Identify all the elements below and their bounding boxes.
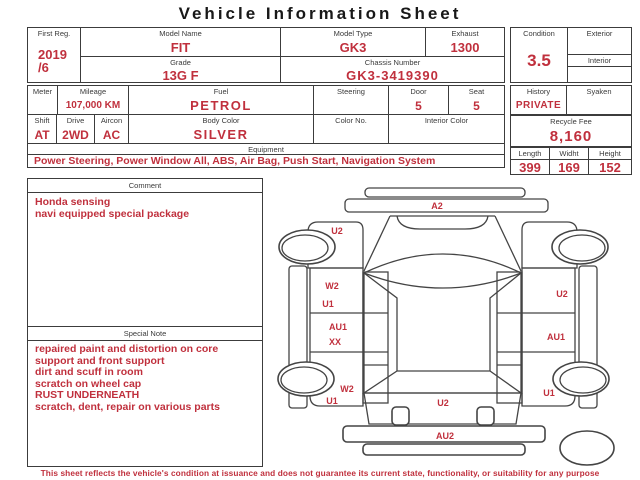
right-window-dividers: [497, 313, 522, 365]
grade-label: Grade: [170, 58, 191, 67]
shift-label: Shift: [34, 116, 50, 126]
steering-cell: [314, 86, 389, 114]
special-note-body: [28, 341, 262, 466]
right-window-strip: [497, 272, 522, 403]
steering-label: Steering: [337, 87, 365, 96]
comment-special-note-box: [27, 178, 263, 467]
chassis-cell: [281, 57, 504, 83]
condition-box: [510, 27, 632, 83]
width-cell: [550, 148, 589, 174]
length-value: 399: [519, 160, 541, 175]
dimensions-box: [510, 147, 632, 175]
history-cell: [511, 86, 567, 114]
meter-cell: [28, 86, 58, 114]
door-value: 5: [415, 98, 422, 113]
body-color-value: SILVER: [193, 127, 249, 143]
right-taillight-notch: [477, 407, 494, 425]
interior-color-cell: [389, 115, 504, 143]
drive-label: Drive: [66, 116, 85, 126]
aircon-value: AC: [102, 127, 121, 142]
mid-info-table: [27, 85, 505, 168]
meter-value-empty: [28, 97, 57, 114]
model-name-label: Model Name: [159, 29, 202, 38]
first-reg-year: 2019: [38, 47, 67, 62]
seat-value: 5: [473, 98, 480, 113]
shift-cell: [28, 115, 57, 143]
comment-line: Honda sensing: [35, 196, 111, 208]
left-taillight-notch: [392, 407, 409, 425]
damage-code-label: U1: [543, 388, 555, 398]
damage-code-label: XX: [328, 337, 342, 347]
body-color-cell: [129, 115, 314, 143]
aircon-label: Aircon: [100, 116, 123, 126]
meter-label: Meter: [32, 87, 53, 96]
mileage-cell: [58, 86, 129, 114]
special-note-line: scratch on wheel cap: [35, 377, 142, 390]
damage-code-label: U2: [437, 398, 449, 408]
comment-line: navi equipped special package: [35, 208, 190, 220]
exhaust-value: 1300: [450, 40, 480, 55]
drive-value: 2WD: [62, 127, 89, 142]
damage-code-label: AU1: [546, 332, 566, 342]
special-note-line: dirt and scuff in room: [35, 366, 143, 378]
model-name-cell: [81, 28, 281, 57]
fuel-value: PETROL: [190, 98, 252, 114]
top-info-table: [27, 27, 505, 83]
special-note-line: scratch, dent, repair on various parts: [35, 400, 220, 413]
model-type-cell: [281, 28, 426, 56]
width-value: 169: [558, 160, 580, 175]
interior-color-value-empty: [389, 126, 504, 143]
shift-value: AT: [34, 127, 50, 142]
drive-cell: [57, 115, 95, 143]
exterior-value-empty: [568, 39, 631, 55]
width-label: Widht: [550, 148, 588, 160]
mileage-value: 107,000 KM: [65, 100, 121, 112]
door-label: Door: [410, 87, 427, 96]
first-reg-month: /6: [38, 60, 49, 75]
page-title: Vehicle Information Sheet: [178, 4, 462, 23]
syaken-cell: [567, 86, 631, 114]
color-no-value-empty: [314, 126, 388, 143]
history-label: History: [526, 87, 551, 96]
damage-code-label: AU2: [435, 431, 455, 441]
seat-label: Seat: [468, 87, 485, 96]
damage-code-label: U1: [326, 396, 338, 406]
model-type-label: Model Type: [333, 29, 373, 38]
first-reg-label: First Reg.: [37, 29, 71, 38]
recycle-fee-value: 8,160: [549, 128, 593, 145]
first-reg-cell: [28, 28, 81, 83]
condition-value: 3.5: [527, 50, 551, 70]
door-cell: [389, 86, 449, 114]
damage-code-label: U2: [331, 226, 343, 236]
color-no-cell: [314, 115, 389, 143]
special-note-header: Special Note: [28, 326, 262, 341]
left-window-dividers: [363, 313, 388, 365]
damage-code-label: AU1: [328, 322, 348, 332]
condition-cell: [511, 28, 568, 82]
comment-body: [28, 193, 262, 326]
model-type-value: GK3: [339, 40, 367, 55]
aircon-cell: [95, 115, 129, 143]
body-color-label: Body Color: [202, 116, 240, 126]
damage-code-label: W2: [325, 281, 339, 291]
recycle-fee-label: Recycle Fee: [550, 117, 592, 126]
front-bumper-lip: [365, 188, 525, 197]
condition-label: Condition: [523, 29, 555, 38]
chassis-label: Chassis Number: [364, 58, 421, 67]
height-label: Height: [589, 148, 631, 160]
height-cell: [589, 148, 631, 174]
comment-header: Comment: [28, 179, 262, 193]
length-cell: [511, 148, 550, 174]
interior-label: Interior: [568, 55, 631, 67]
height-value: 152: [599, 160, 621, 175]
rear-bumper-lip: [363, 444, 525, 455]
equipment-value: Power Steering, Power Window All, ABS, Air Bag, Push Start, Navigation System: [34, 155, 436, 167]
exhaust-label: Exhaust: [451, 29, 479, 38]
length-label: Length: [511, 148, 549, 160]
cowl-line: [397, 216, 488, 229]
grade-cell: [81, 57, 281, 83]
front-bumper: [345, 199, 548, 212]
grade-value: 13G F: [162, 68, 199, 83]
model-name-value: FIT: [170, 40, 191, 55]
type-exhaust-cell: [281, 28, 504, 57]
interior-color-label: Interior Color: [424, 116, 469, 126]
recycle-fee-box: [510, 115, 632, 147]
interior-value-empty: [568, 67, 631, 82]
steering-value-empty: [314, 97, 388, 114]
chassis-value: GK3-3419390: [346, 68, 439, 83]
fuel-cell: [129, 86, 314, 114]
left-window-strip: [363, 272, 388, 403]
color-no-label: Color No.: [335, 116, 367, 126]
syaken-label: Syaken: [586, 87, 612, 96]
syaken-value-empty: [567, 97, 631, 114]
exterior-interior-cell: [568, 28, 631, 82]
equipment-label: Equipment: [28, 143, 504, 155]
exterior-label: Exterior: [586, 29, 613, 38]
history-value: PRIVATE: [515, 100, 562, 111]
special-note-line: RUST UNDERNEATH: [35, 389, 140, 401]
damage-code-label: U1: [322, 299, 334, 309]
special-note-line: repaired paint and distortion on core: [35, 343, 219, 355]
history-box: [510, 85, 632, 115]
special-note-line: support and front support: [35, 354, 165, 367]
car-damage-diagram: [268, 183, 640, 471]
seat-cell: [449, 86, 504, 114]
spare-tire: [560, 431, 614, 465]
damage-code-label: U2: [556, 289, 568, 299]
mileage-label: Mileage: [79, 87, 107, 96]
fuel-label: Fuel: [213, 87, 229, 96]
exhaust-cell: [426, 28, 504, 56]
disclaimer-text: This sheet reflects the vehicle's condition at issuance and does not guarantee its current state, functionality, or suitability for any purpose: [40, 468, 600, 478]
damage-code-label: W2: [340, 384, 354, 394]
damage-code-label: A2: [431, 201, 443, 211]
